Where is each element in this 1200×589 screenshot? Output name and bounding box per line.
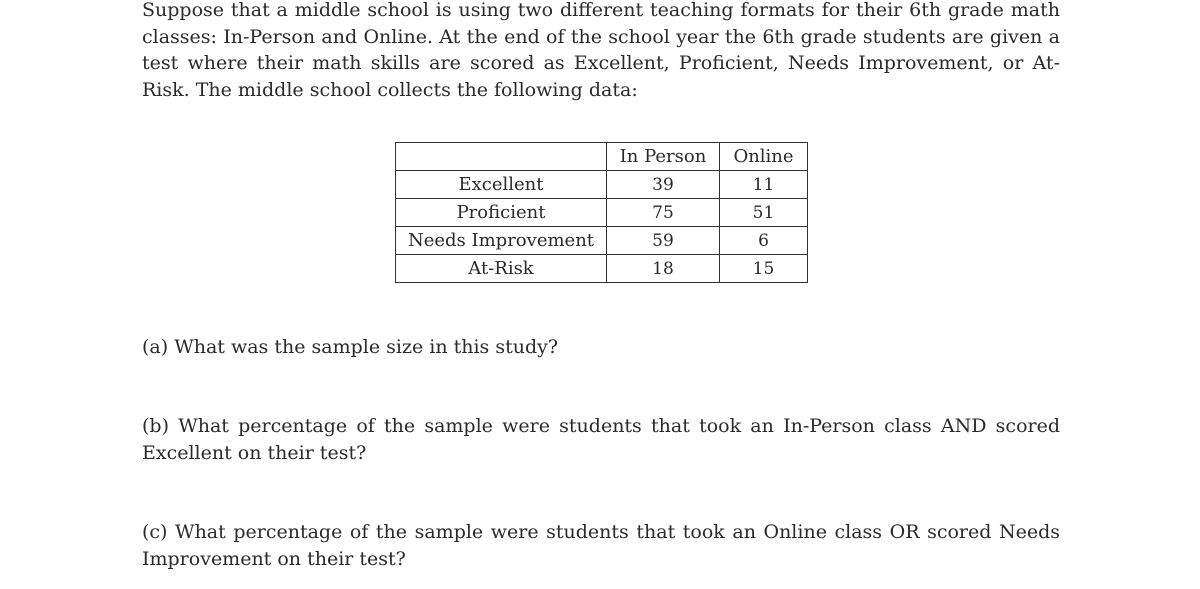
question-b: (b) What percentage of the sample were students that took an In-Person class AND scored Excellent on their test? (142, 415, 1060, 464)
table-row (396, 199, 808, 227)
cell-in-person: 59 (607, 227, 720, 255)
column-header-in-person: In Person (607, 143, 720, 171)
cell-online: 11 (720, 171, 808, 199)
cell-online: 15 (720, 255, 808, 283)
table-row (396, 171, 808, 199)
data-table (395, 142, 808, 283)
row-label: Needs Improvement (396, 227, 607, 255)
row-label: Proficient (396, 199, 607, 227)
table-row (396, 227, 808, 255)
row-label: At-Risk (396, 255, 607, 283)
row-label: Excellent (396, 171, 607, 199)
cell-online: 51 (720, 199, 808, 227)
column-header-online: Online (720, 143, 808, 171)
table-corner-cell (396, 143, 607, 171)
question-a: (a) What was the sample size in this study? (142, 336, 559, 358)
cell-online: 6 (720, 227, 808, 255)
cell-in-person: 18 (607, 255, 720, 283)
table-row (396, 255, 808, 283)
question-c: (c) What percentage of the sample were students that took an Online class OR scored Needs Improvement on their test? (142, 521, 1060, 570)
problem-statement: Suppose that a middle school is using two different teaching formats for their 6th grade math classes: In-Person and Online. At the end of the school year the 6th grade students are given a test where their math skills are scored as Excellent, Proficient, Needs Improvement, or At-Risk. The middle school collects the following data: (142, 0, 1060, 101)
cell-in-person: 75 (607, 199, 720, 227)
table-header-row (396, 143, 808, 171)
cell-in-person: 39 (607, 171, 720, 199)
